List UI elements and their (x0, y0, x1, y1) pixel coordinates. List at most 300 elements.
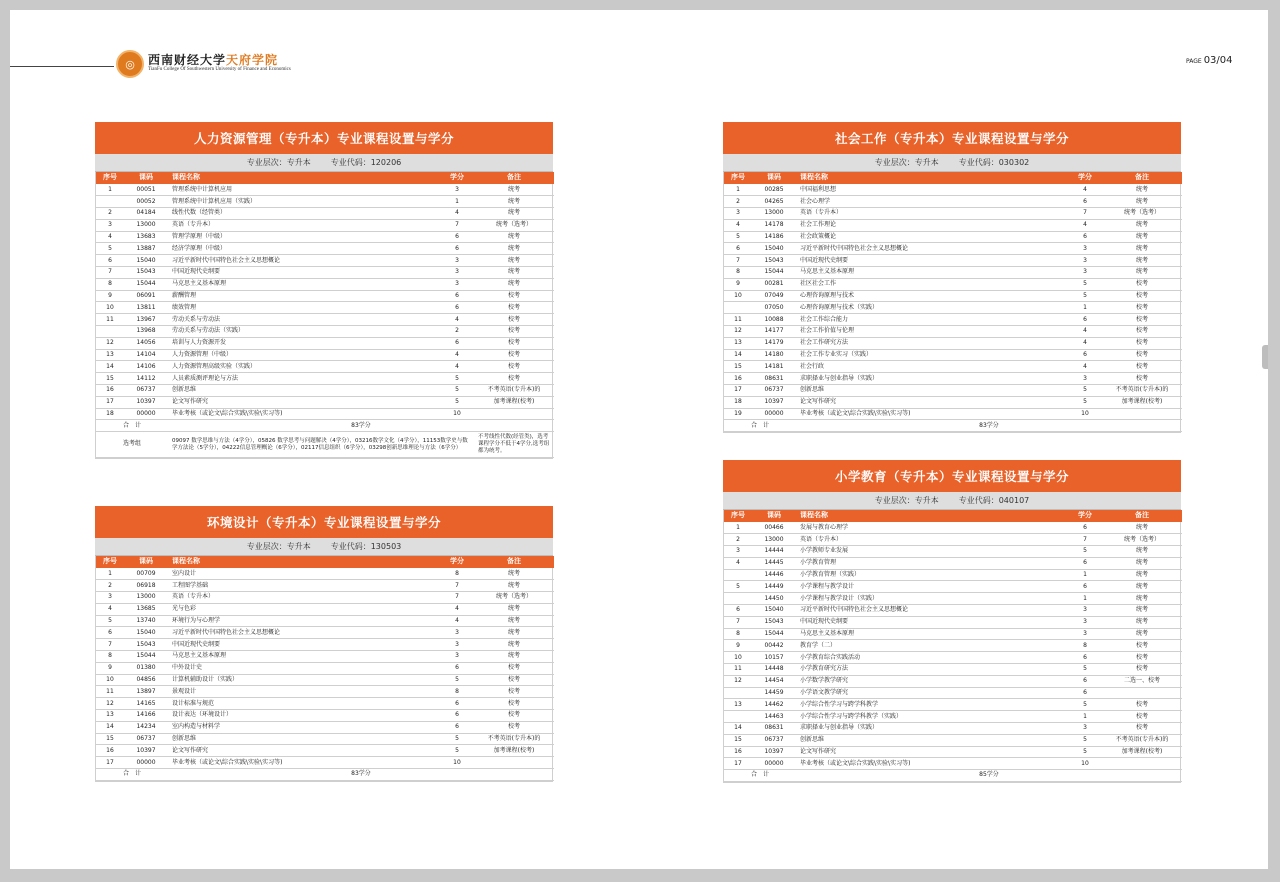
cell-code: 00281 (752, 278, 796, 290)
cell-credit: 3 (440, 184, 474, 196)
table-row (96, 662, 554, 674)
cell-code: 13887 (124, 243, 168, 255)
cell-no: 9 (724, 278, 752, 290)
table-row (96, 314, 554, 326)
cell-no: 1 (96, 184, 124, 196)
cell-credit: 5 (1068, 546, 1102, 558)
cell-name: 小学数学教学研究 (796, 675, 1068, 687)
cell-credit: 3 (440, 267, 474, 279)
cell-code: 13683 (124, 231, 168, 243)
col-header-credit: 学分 (1068, 510, 1102, 522)
col-header-code: 课码 (752, 172, 796, 184)
cell-credit: 6 (440, 710, 474, 722)
cell-note: 统考（选考） (474, 592, 554, 604)
cell-no: 17 (724, 758, 752, 770)
cell-code: 14462 (752, 699, 796, 711)
total-credits: 83学分 (168, 420, 554, 432)
block-title: 人力资源管理（专升本）专业课程设置与学分 (95, 122, 553, 154)
cell-credit: 4 (1068, 361, 1102, 373)
major-level: 专业层次：专升本 (874, 496, 939, 505)
cell-no: 6 (96, 255, 124, 267)
cell-code: 14181 (752, 361, 796, 373)
cell-name: 心理咨询原理与技术 (796, 290, 1068, 302)
cell-credit: 3 (440, 278, 474, 290)
total-label: 合 计 (724, 420, 796, 432)
cell-credit: 1 (1068, 302, 1102, 314)
table-header-row (724, 510, 1182, 522)
cell-note: 统考 (474, 184, 554, 196)
cell-code: 04856 (124, 674, 168, 686)
cell-name: 薪酬管理 (168, 290, 440, 302)
table-row (96, 243, 554, 255)
table-row (96, 721, 554, 733)
cell-no: 13 (724, 337, 752, 349)
cell-no: 13 (724, 699, 752, 711)
elective-note: 不考线性代数(经管类)，选考课程学分不低于4学分,选考组都为统考。 (474, 432, 554, 458)
cell-note: 校考 (1102, 699, 1182, 711)
table-row (96, 698, 554, 710)
cell-note: 校考 (474, 674, 554, 686)
table-header-row (96, 172, 554, 184)
cell-credit: 3 (440, 651, 474, 663)
cell-note: 校考 (474, 662, 554, 674)
block-subtitle (95, 154, 553, 172)
cell-credit: 5 (440, 745, 474, 757)
block-subtitle (723, 154, 1181, 172)
cell-name: 设计标准与规范 (168, 698, 440, 710)
cell-code: 14234 (124, 721, 168, 733)
table-row (96, 592, 554, 604)
cell-code: 13968 (124, 326, 168, 338)
cell-name: 小学语文教学研究 (796, 687, 1068, 699)
cell-code: 14178 (752, 219, 796, 231)
table-header-row (96, 556, 554, 568)
cell-credit: 6 (440, 721, 474, 733)
cell-credit: 10 (1068, 758, 1102, 770)
major-code: 专业代码：040107 (958, 496, 1030, 505)
cell-note: 统考（选考） (1102, 208, 1182, 220)
cell-name: 管理系统中计算机应用 (168, 184, 440, 196)
cell-no: 17 (96, 396, 124, 408)
cell-code: 15043 (124, 267, 168, 279)
cell-name: 毕业考核（或论文\综合实践\实验\实习等) (168, 757, 440, 769)
cell-credit: 6 (440, 662, 474, 674)
col-header-credit: 学分 (1068, 172, 1102, 184)
total-row (724, 770, 1182, 782)
cell-note: 校考 (474, 314, 554, 326)
cell-code: 14445 (752, 557, 796, 569)
cell-no: 18 (724, 396, 752, 408)
cell-credit: 5 (1068, 734, 1102, 746)
major-code: 专业代码：120206 (330, 158, 402, 167)
cell-credit: 5 (440, 373, 474, 385)
cell-credit: 8 (440, 686, 474, 698)
cell-name: 计算机辅助设计（实践） (168, 674, 440, 686)
page-value: 03/04 (1203, 55, 1233, 66)
cell-credit: 7 (440, 580, 474, 592)
cell-no: 2 (96, 580, 124, 592)
major-code: 专业代码：130503 (330, 542, 402, 551)
cell-note: 校考 (474, 361, 554, 373)
table-row (724, 219, 1182, 231)
cell-code: 13000 (124, 219, 168, 231)
cell-credit: 4 (1068, 326, 1102, 338)
cell-code: 15040 (124, 627, 168, 639)
cell-no: 15 (724, 361, 752, 373)
cell-no: 8 (96, 278, 124, 290)
cell-code: 14112 (124, 373, 168, 385)
cell-name: 马克思主义基本原理 (796, 267, 1068, 279)
cell-credit: 6 (440, 698, 474, 710)
cell-note: 校考 (474, 686, 554, 698)
cell-name: 教育学（二） (796, 640, 1068, 652)
page-number (1186, 55, 1233, 66)
cell-credit: 3 (1068, 243, 1102, 255)
cell-note: 统考 (1102, 184, 1182, 196)
cell-credit: 7 (440, 219, 474, 231)
table-row (724, 628, 1182, 640)
table-row (96, 580, 554, 592)
cell-no: 10 (724, 652, 752, 664)
table-row (724, 746, 1182, 758)
cell-name: 设计表达（环境设计） (168, 710, 440, 722)
course-block-env (95, 506, 553, 782)
cell-name: 求职择业与创业指导（实践） (796, 373, 1068, 385)
col-header-name: 课程名称 (796, 510, 1068, 522)
table-row (724, 640, 1182, 652)
cell-code: 14459 (752, 687, 796, 699)
table-row (724, 546, 1182, 558)
cell-name: 室内设计 (168, 568, 440, 580)
cell-note: 校考 (1102, 361, 1182, 373)
cell-note: 统考 (474, 580, 554, 592)
block-subtitle (95, 538, 553, 556)
table-row (724, 196, 1182, 208)
cell-code: 00000 (124, 408, 168, 420)
cell-note: 统考 (474, 651, 554, 663)
cell-credit: 5 (440, 733, 474, 745)
cell-code: 00000 (124, 757, 168, 769)
cell-note: 统考 (1102, 557, 1182, 569)
elective-label: 选考组 (96, 432, 168, 458)
col-header-credit: 学分 (440, 172, 474, 184)
block-title: 小学教育（专升本）专业课程设置与学分 (723, 460, 1181, 492)
cell-note: 统考 (474, 255, 554, 267)
cell-no: 5 (96, 243, 124, 255)
col-header-name: 课程名称 (168, 556, 440, 568)
table-row (96, 361, 554, 373)
table-row (724, 255, 1182, 267)
cell-no (724, 302, 752, 314)
col-header-code: 课码 (124, 172, 168, 184)
table-row (724, 408, 1182, 420)
cell-credit: 3 (440, 255, 474, 267)
cell-name: 线性代数（经管类） (168, 208, 440, 220)
cell-note: 统考 (1102, 605, 1182, 617)
cell-name: 论文写作研究 (796, 746, 1068, 758)
cell-note: 校考 (1102, 664, 1182, 676)
table-row (724, 581, 1182, 593)
cell-note: 统考 (474, 615, 554, 627)
cell-credit: 5 (440, 385, 474, 397)
table-row (724, 267, 1182, 279)
cell-code: 13000 (752, 534, 796, 546)
cell-code: 14056 (124, 337, 168, 349)
cell-no: 11 (96, 314, 124, 326)
cell-no (724, 593, 752, 605)
cell-code: 08631 (752, 723, 796, 735)
cell-no: 6 (724, 243, 752, 255)
course-table (96, 556, 554, 781)
cell-code: 06737 (124, 385, 168, 397)
cell-code: 01380 (124, 662, 168, 674)
cell-code: 14106 (124, 361, 168, 373)
cell-name: 工程图学基础 (168, 580, 440, 592)
cell-no: 10 (96, 302, 124, 314)
cell-name: 创新思维 (796, 385, 1068, 397)
cell-name: 中外设计史 (168, 662, 440, 674)
cell-code: 10397 (124, 396, 168, 408)
table-row (724, 290, 1182, 302)
table-row (724, 557, 1182, 569)
col-header-note: 备注 (1102, 510, 1182, 522)
cell-name: 创新思维 (796, 734, 1068, 746)
cell-credit: 4 (1068, 184, 1102, 196)
cell-name: 小学课程与教学设计（实践） (796, 593, 1068, 605)
cell-name: 管理系统中计算机应用（实践） (168, 196, 440, 208)
table-row (96, 196, 554, 208)
cell-code: 00052 (124, 196, 168, 208)
table-row (724, 302, 1182, 314)
cell-note: 统考 (474, 639, 554, 651)
cell-no: 19 (724, 408, 752, 420)
cell-name: 英语（专升本） (168, 219, 440, 231)
cell-code: 13740 (124, 615, 168, 627)
table-row (96, 337, 554, 349)
cell-name: 毕业考核（或论文\综合实践\实验\实习等) (796, 758, 1068, 770)
cell-code: 15044 (752, 267, 796, 279)
cell-credit: 5 (440, 396, 474, 408)
table-row (96, 627, 554, 639)
cell-code: 13000 (752, 208, 796, 220)
cell-credit: 4 (440, 361, 474, 373)
table-row (96, 302, 554, 314)
cell-note: 校考 (1102, 290, 1182, 302)
cell-note: 统考 (474, 603, 554, 615)
cell-no: 10 (96, 674, 124, 686)
cell-no: 12 (96, 698, 124, 710)
cell-code: 00285 (752, 184, 796, 196)
table-row (96, 757, 554, 769)
table-row (96, 290, 554, 302)
cell-credit: 3 (1068, 373, 1102, 385)
cell-code: 00000 (752, 758, 796, 770)
cell-credit: 6 (440, 231, 474, 243)
cell-credit: 10 (440, 757, 474, 769)
cell-no: 4 (724, 557, 752, 569)
cell-credit: 6 (440, 302, 474, 314)
col-header-no: 序号 (96, 556, 124, 568)
cell-credit: 8 (440, 568, 474, 580)
cell-note (1102, 687, 1182, 699)
cell-name: 小学教育管理 (796, 557, 1068, 569)
cell-credit: 3 (440, 627, 474, 639)
cell-no: 12 (96, 337, 124, 349)
col-header-no: 序号 (96, 172, 124, 184)
cell-credit: 4 (1068, 219, 1102, 231)
cell-credit: 7 (440, 592, 474, 604)
cell-name: 社会政策概论 (796, 231, 1068, 243)
table-row (724, 231, 1182, 243)
table-row (724, 569, 1182, 581)
cell-no: 5 (724, 581, 752, 593)
cell-note: 校考 (474, 326, 554, 338)
cell-note: 校考 (1102, 314, 1182, 326)
table-row (96, 686, 554, 698)
cell-code: 14448 (752, 664, 796, 676)
table-row (724, 396, 1182, 408)
cell-credit: 10 (440, 408, 474, 420)
cell-note (1102, 408, 1182, 420)
cell-code: 10157 (752, 652, 796, 664)
cell-note: 二选一、校考 (1102, 675, 1182, 687)
cell-credit: 6 (440, 290, 474, 302)
table-row (96, 326, 554, 338)
table-row (724, 616, 1182, 628)
cell-note: 校考 (1102, 349, 1182, 361)
cell-note: 统考 (1102, 231, 1182, 243)
cell-credit: 5 (1068, 385, 1102, 397)
table-row (724, 184, 1182, 196)
course-table (96, 172, 554, 458)
cell-code: 13811 (124, 302, 168, 314)
cell-no: 13 (96, 710, 124, 722)
cell-no: 4 (96, 231, 124, 243)
cell-no: 1 (724, 522, 752, 534)
college-name (148, 51, 278, 68)
scroll-handle[interactable] (1262, 345, 1268, 369)
cell-name: 英语（专升本） (168, 592, 440, 604)
cell-code: 14179 (752, 337, 796, 349)
cell-note: 校考 (474, 721, 554, 733)
cell-code: 10088 (752, 314, 796, 326)
cell-code: 04184 (124, 208, 168, 220)
cell-no: 8 (96, 651, 124, 663)
table-row (96, 745, 554, 757)
cell-credit: 6 (1068, 652, 1102, 664)
cell-code: 00709 (124, 568, 168, 580)
cell-note: 校考 (474, 349, 554, 361)
col-header-name: 课程名称 (168, 172, 440, 184)
cell-credit: 4 (1068, 337, 1102, 349)
table-row (724, 314, 1182, 326)
course-table-frame (723, 510, 1181, 783)
cell-no: 16 (724, 373, 752, 385)
cell-note: 统考 (1102, 243, 1182, 255)
cell-code: 14449 (752, 581, 796, 593)
cell-name: 经济学原理（中级） (168, 243, 440, 255)
cell-code: 15040 (752, 605, 796, 617)
table-row (96, 710, 554, 722)
cell-name: 创新思维 (168, 733, 440, 745)
cell-name: 马克思主义基本原理 (796, 628, 1068, 640)
header-rule (10, 66, 114, 67)
cell-note: 统考（选考） (474, 219, 554, 231)
cell-credit: 3 (1068, 267, 1102, 279)
cell-credit: 5 (1068, 699, 1102, 711)
cell-credit: 4 (440, 349, 474, 361)
cell-note: 校考 (1102, 652, 1182, 664)
table-row (96, 231, 554, 243)
col-header-note: 备注 (1102, 172, 1182, 184)
cell-code: 15044 (124, 651, 168, 663)
col-header-credit: 学分 (440, 556, 474, 568)
cell-no: 1 (96, 568, 124, 580)
cell-credit: 7 (1068, 534, 1102, 546)
table-row (724, 734, 1182, 746)
cell-code: 06737 (124, 733, 168, 745)
cell-no: 14 (96, 361, 124, 373)
cell-note: 校考 (474, 302, 554, 314)
table-row (96, 733, 554, 745)
cell-name: 社会心理学 (796, 196, 1068, 208)
cell-note: 统考 (474, 278, 554, 290)
cell-code: 06737 (752, 734, 796, 746)
col-header-code: 课码 (752, 510, 796, 522)
course-block-pe (723, 460, 1181, 783)
cell-name: 习近平新时代中国特色社会主义思想概论 (796, 243, 1068, 255)
table-row (724, 687, 1182, 699)
cell-note: 校考 (1102, 302, 1182, 314)
cell-credit: 6 (1068, 522, 1102, 534)
cell-name: 社会行政 (796, 361, 1068, 373)
cell-no: 16 (96, 745, 124, 757)
cell-no: 15 (96, 733, 124, 745)
cell-no: 1 (724, 184, 752, 196)
major-code: 专业代码：030302 (958, 158, 1030, 167)
cell-code: 13967 (124, 314, 168, 326)
table-row (96, 219, 554, 231)
cell-note: 校考 (1102, 640, 1182, 652)
cell-credit: 2 (440, 326, 474, 338)
table-row (96, 639, 554, 651)
college-name-english: TianFu College Of Southwestern University of Finance and Economics (148, 67, 291, 72)
cell-credit: 1 (440, 196, 474, 208)
cell-name: 毕业考核（或论文\综合实践\实验\实习等) (796, 408, 1068, 420)
table-row (724, 605, 1182, 617)
cell-credit: 1 (1068, 711, 1102, 723)
cell-note: 统考 (474, 196, 554, 208)
cell-no: 6 (724, 605, 752, 617)
cell-note: 校考 (1102, 711, 1182, 723)
cell-note (474, 408, 554, 420)
cell-name: 论文写作研究 (796, 396, 1068, 408)
total-label: 合 计 (96, 420, 168, 432)
cell-code: 14180 (752, 349, 796, 361)
cell-note: 统考 (1102, 522, 1182, 534)
cell-code: 14444 (752, 546, 796, 558)
cell-credit: 4 (440, 314, 474, 326)
major-level: 专业层次：专升本 (246, 542, 311, 551)
cell-name: 人力资源管理（中级） (168, 349, 440, 361)
cell-no: 3 (724, 546, 752, 558)
course-block-hr (95, 122, 553, 459)
cell-no: 7 (724, 255, 752, 267)
cell-code: 14450 (752, 593, 796, 605)
cell-code: 00051 (124, 184, 168, 196)
cell-no: 18 (96, 408, 124, 420)
cell-note: 不考英语(专升本)的 (474, 385, 554, 397)
